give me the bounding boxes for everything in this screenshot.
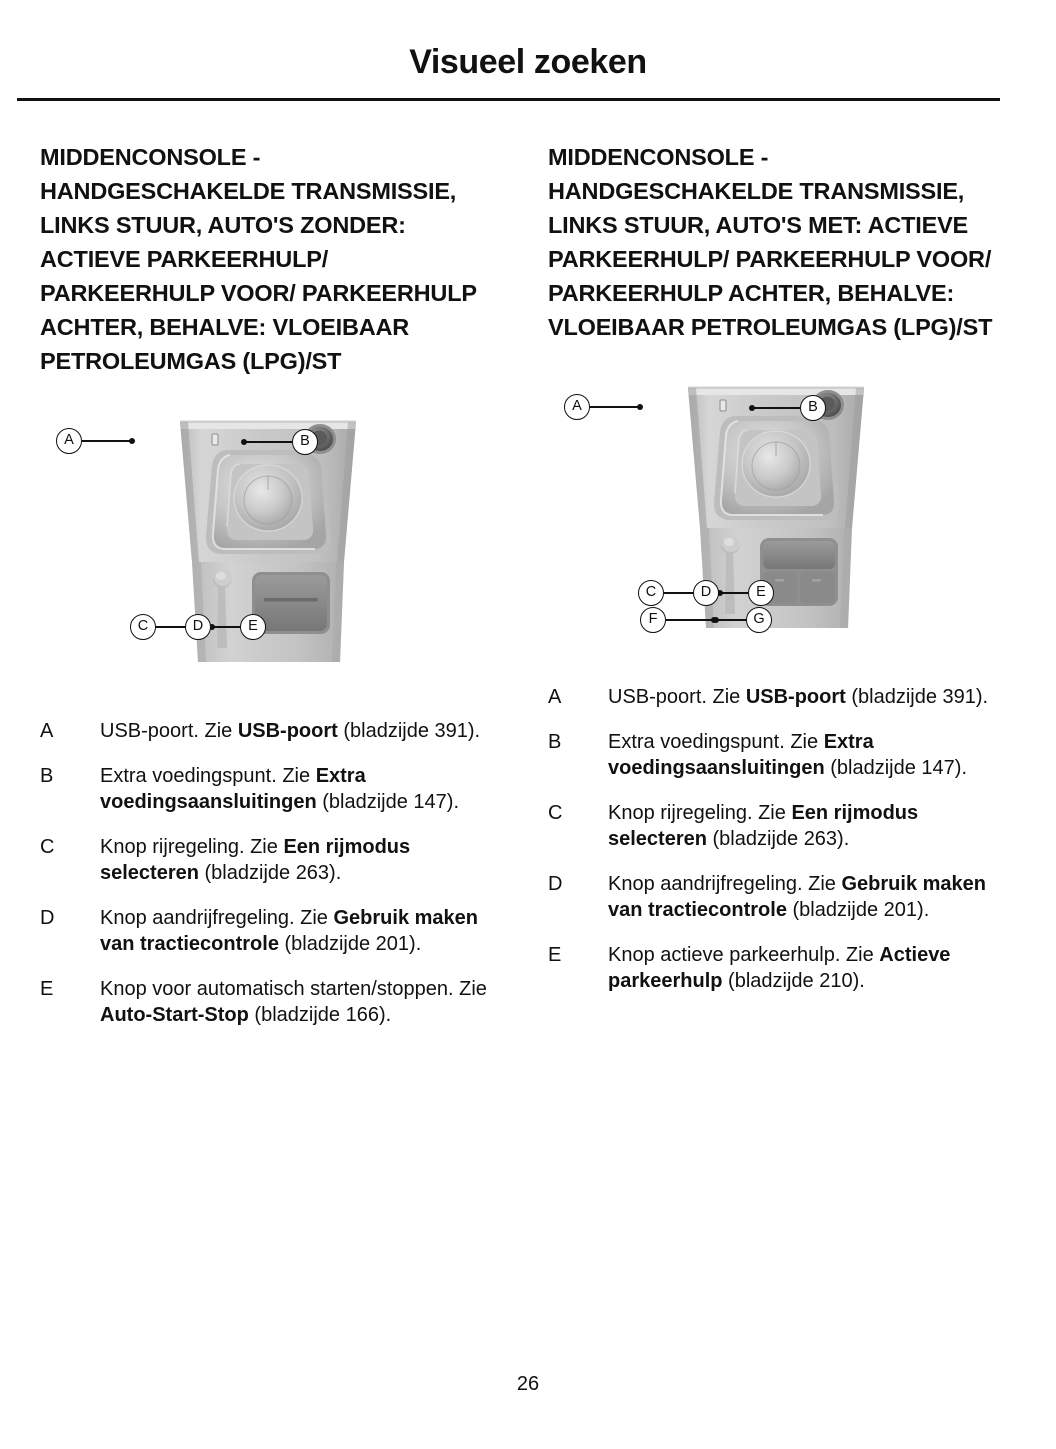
list-item (40, 976, 496, 1028)
list-item-text: Knop actieve parkeerhulp. Zie Actieve parkeerhulp (bladzijde 210). (608, 944, 951, 992)
leader-dot-b (749, 405, 755, 411)
list-item-text: Knop rijregeling. Zie Een rijmodus selecteren (bladzijde 263). (608, 802, 919, 850)
list-item (40, 718, 496, 744)
list-item-letter: D (40, 907, 55, 929)
callout-c: C (638, 580, 664, 606)
console-figure-left (40, 394, 496, 684)
page-title: Visueel zoeken (409, 43, 647, 81)
content-columns (0, 140, 1056, 1047)
callout-a: A (56, 428, 82, 454)
list-item (40, 905, 496, 957)
list-item-text: Knop aandrijfregeling. Zie Gebruik maken van tractiecontrole (bladzijde 201). (100, 907, 478, 955)
list-item-text: Knop voor automatisch starten/stoppen. Zie Auto-Start-Stop (bladzijde 166). (100, 978, 487, 1026)
list-item-letter: A (40, 720, 54, 742)
list-item-text: Extra voedingspunt. Zie Extra voedingsaansluitingen (bladzijde 147). (608, 731, 968, 779)
list-item-letter: C (40, 836, 55, 858)
list-item-letter: B (40, 765, 54, 787)
leader-dot-g (713, 617, 719, 623)
list-item (548, 871, 1004, 923)
header-divider (17, 98, 1000, 101)
leader-line-b (752, 407, 800, 409)
list-item-letter: E (548, 944, 562, 966)
list-item-text: USB-poort. Zie USB-poort (bladzijde 391). (608, 686, 989, 708)
leader-line-a (82, 440, 132, 442)
list-item (548, 729, 1004, 781)
callout-a: A (564, 394, 590, 420)
list-item-letter: E (40, 978, 54, 1000)
list-item-text: Extra voedingspunt. Zie Extra voedingsaansluitingen (bladzijde 147). (100, 765, 460, 813)
section-heading: MIDDENCONSOLE - HANDGESCHAKELDE TRANSMISSIE, LINKS STUUR, AUTO'S MET: ACTIEVE PARKEERHULP/ PARKEERHULP VOOR/ PARKEERHULP ACHTER, BEHALVE: VLOEIBAAR PETROLEUMGAS (LPG)/ST (548, 144, 993, 340)
callout-e: E (240, 614, 266, 640)
list-item (40, 763, 496, 815)
page-header (0, 0, 1056, 100)
leader-dot-a (637, 404, 643, 410)
list-item (548, 800, 1004, 852)
callout-g: G (746, 607, 772, 633)
list-item-text: Knop rijregeling. Zie Een rijmodus selecteren (bladzijde 263). (100, 836, 411, 884)
list-item-text: Knop aandrijfregeling. Zie Gebruik maken van tractiecontrole (bladzijde 201). (608, 873, 986, 921)
list-item-text: USB-poort. Zie USB-poort (bladzijde 391). (100, 720, 481, 742)
page-number: 26 (516, 1373, 540, 1395)
callout-list-left (40, 718, 496, 1028)
callout-f: F (640, 607, 666, 633)
list-item (548, 684, 1004, 710)
leader-dot-a (129, 438, 135, 444)
list-item (548, 942, 1004, 994)
list-item-letter: A (548, 686, 562, 708)
column-left (40, 140, 496, 1047)
list-item-letter: C (548, 802, 563, 824)
callout-d: D (693, 580, 719, 606)
callout-d: D (185, 614, 211, 640)
leader-line-a (590, 406, 640, 408)
leader-line-b (244, 441, 292, 443)
list-item (40, 834, 496, 886)
callout-b: B (800, 395, 826, 421)
console-figure-right (548, 360, 1004, 650)
list-item-letter: B (548, 731, 562, 753)
callout-c: C (130, 614, 156, 640)
leader-line-f (666, 619, 714, 621)
callout-b: B (292, 429, 318, 455)
leader-dot-b (241, 439, 247, 445)
callout-e: E (748, 580, 774, 606)
section-heading: MIDDENCONSOLE - HANDGESCHAKELDE TRANSMISSIE, LINKS STUUR, AUTO'S ZONDER: ACTIEVE PARKEERHULP/ PARKEERHULP VOOR/ PARKEERHULP ACHTER, BEHALVE: VLOEIBAAR PETROLEUMGAS (LPG)/ST (40, 144, 477, 374)
list-item-letter: D (548, 873, 563, 895)
callout-list-right (548, 684, 1004, 994)
column-right (548, 140, 1004, 1047)
